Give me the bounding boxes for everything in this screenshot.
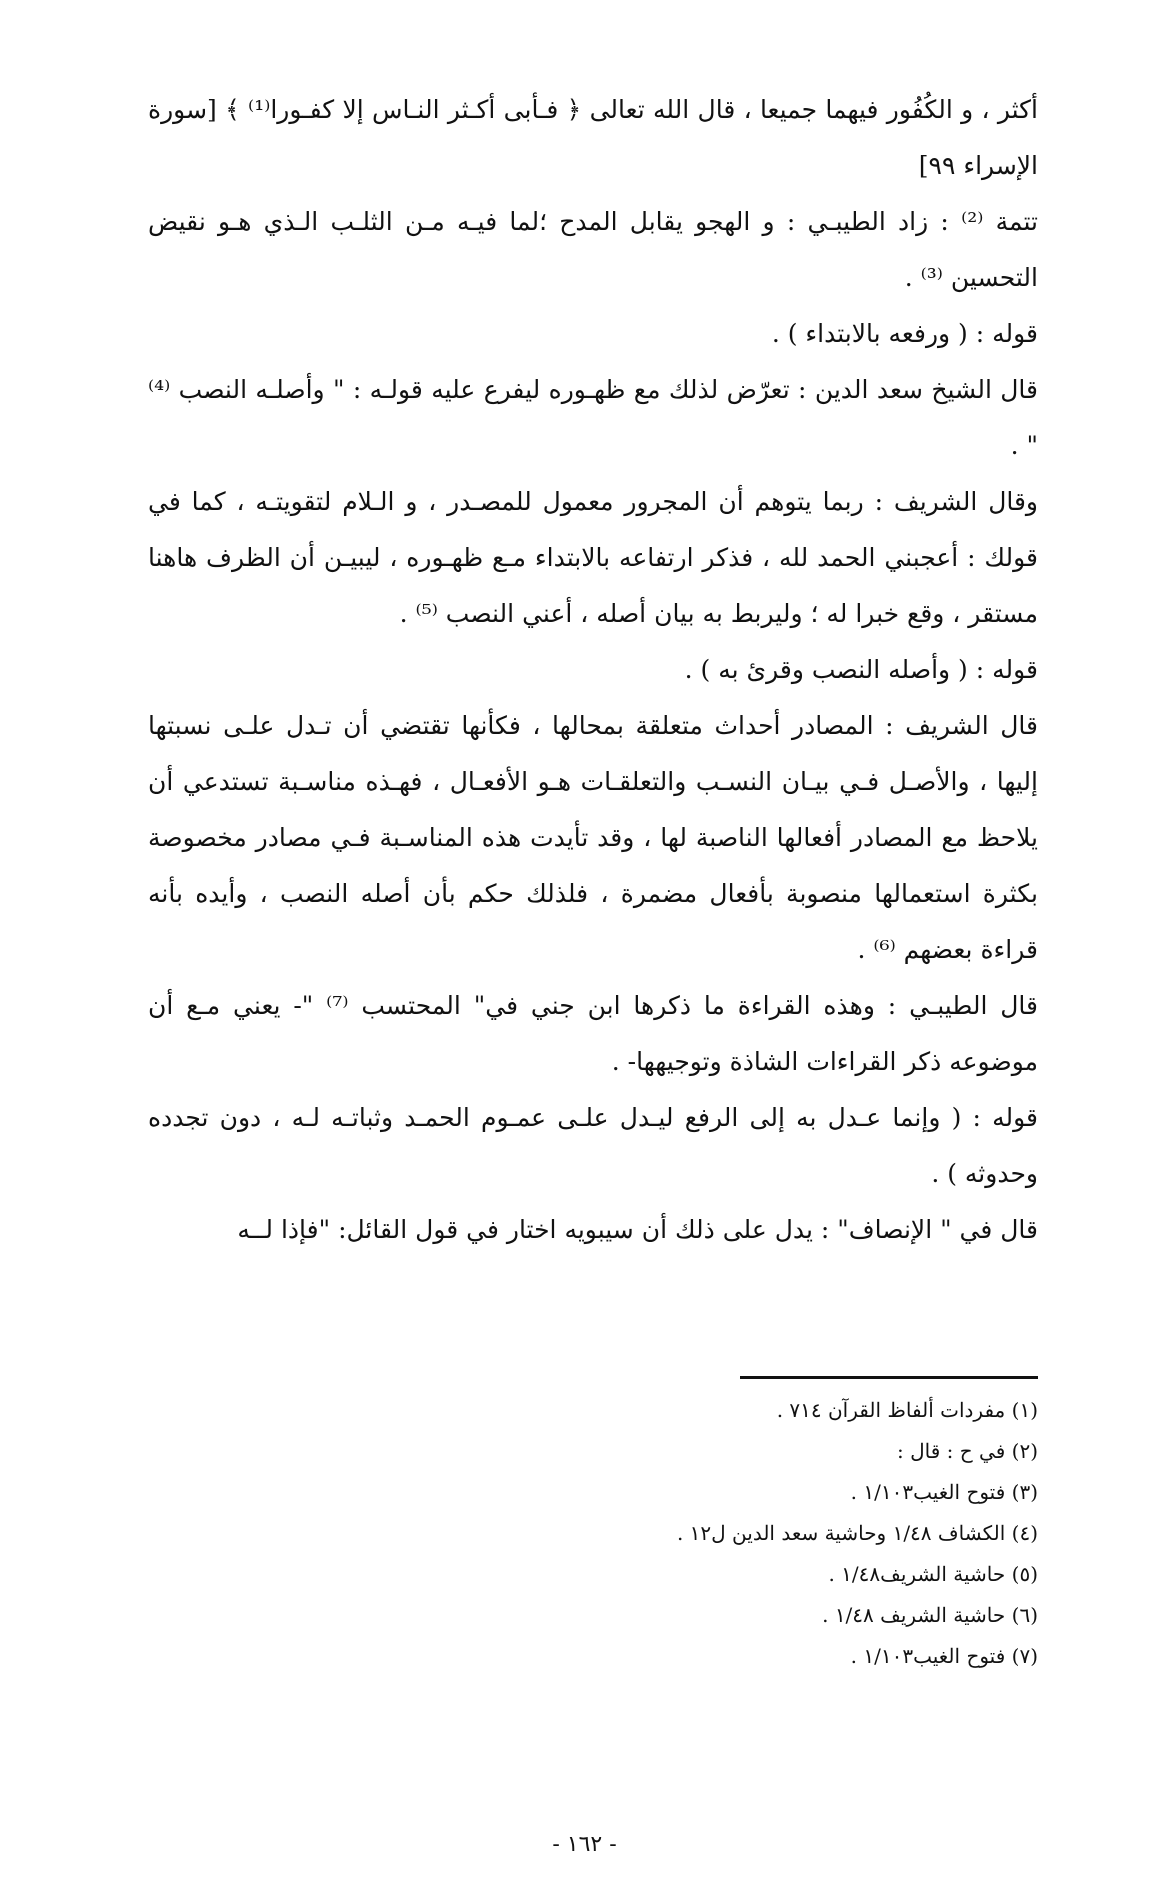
- footnote-1: (١) مفردات ألفاظ القرآن ٧١٤ .: [776, 1398, 1038, 1422]
- footnote-7: (٧) فتوح الغيب١/١٠٣ .: [850, 1644, 1038, 1668]
- paragraph-6: قوله : ( وأصله النصب وقرئ به ) .: [684, 655, 1038, 684]
- main-text: [148, 82, 1038, 1258]
- footnote-3: (٣) فتوح الغيب١/١٠٣ .: [850, 1480, 1038, 1504]
- footnote-4: (٤) الكشاف ١/٤٨ وحاشية سعد الدين ل١٢ .: [676, 1521, 1038, 1545]
- paragraph-10: قال في " الإنصاف" : يدل على ذلك أن سيبويه اختار في قول القائل: "فإذا لــه: [237, 1215, 1038, 1244]
- paragraph-4: قال الشيخ سعد الدين : تعرّض لذلك مع ظهـوره ليفرع عليه قولـه : " وأصلـه النصب ⁽⁴⁾ " .: [148, 375, 1038, 460]
- footnote-6: (٦) حاشية الشريف ١/٤٨ .: [822, 1603, 1038, 1627]
- paragraph-9: قوله : ( وإنما عـدل به إلى الرفع ليـدل علـى عمـوم الحمـد وثباتـه لـه ، دون تجدده وحدوثه ) .: [148, 1103, 1038, 1188]
- paragraph-3: قوله : ( ورفعه بالابتداء ) .: [771, 319, 1038, 348]
- footnote-5: (٥) حاشية الشريف١/٤٨ .: [828, 1562, 1038, 1586]
- footnote-2: (٢) في ح : قال :: [897, 1439, 1038, 1463]
- footnote-separator: [740, 1376, 1038, 1379]
- paragraph-2: تتمة ⁽²⁾ : زاد الطيبـي : و الهجو يقابل المدح ؛لما فيـه مـن الثلـب الـذي هـو نقيض التحسين ⁽³⁾ .: [148, 207, 1038, 292]
- page-number: - ١٦٢ -: [552, 1832, 617, 1857]
- paragraph-7: قال الشريف : المصادر أحداث متعلقة بمحالها ، فكأنها تقتضي أن تـدل علـى نسبتها إليها ، والأصـل فـي بيـان النسـب والتعلقـات هـو الأفعـال ، فهـذه مناسـبة تستدعي أن يلاحظ مع المصادر أفعالها الناصبة لها ، وقد تأيدت هذه المناسـبة فـي مصادر مخصوصة بكثرة استعمالها منصوبة بأفعال مضمرة ، فلذلك حكم بأن أصله النصب ، وأيده بأنه قراءة بعضهم ⁽⁶⁾ .: [148, 711, 1038, 964]
- paragraph-8: قال الطيبـي : وهذه القراءة ما ذكرها ابن جني في" المحتسب ⁽⁷⁾ "- يعني مـع أن موضوعه ذكر القراءات الشاذة وتوجيهها- .: [148, 991, 1038, 1076]
- paragraph-5: وقال الشريف : ربما يتوهم أن المجرور معمول للمصـدر ، و الـلام لتقويتـه ، كما في قولك : أعجبني الحمد لله ، فذكر ارتفاعه بالابتداء مـع ظهـوره ، ليبيـن أن الظرف هاهنا مستقر ، وقع خبرا له ؛ وليربط به بيان أصله ، أعني النصب ⁽⁵⁾ .: [148, 487, 1038, 628]
- paragraph-1: أكثر ، و الكُفُور فيهما جميعا ، قال الله تعالى ﴿ فـأبى أكـثر النـاس إلا كفـورا⁽¹⁾ ﴾ [سورة الإسراء ٩٩]: [148, 95, 1038, 180]
- footnotes: [148, 1390, 1038, 1677]
